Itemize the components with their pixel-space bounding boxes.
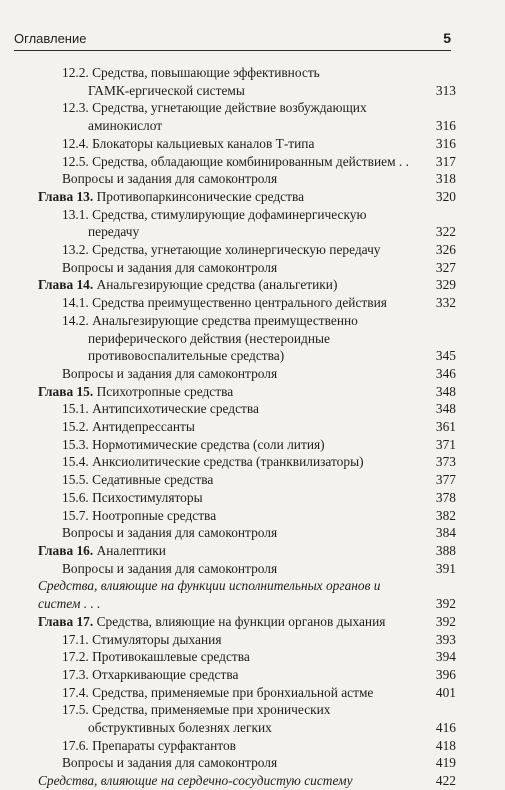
toc-page-number: 401 [435,684,456,700]
toc-entry-text [38,99,426,134]
toc-entry-text [38,418,426,436]
toc-page-number: 416 [435,720,456,736]
toc-entry-line: 17.5. Средства, применяемые при хронических [62,702,331,718]
toc-subsection-entry [38,294,456,312]
toc-entry-text [38,153,426,171]
toc-subsection-entry [38,153,456,171]
toc-entry-line: 17.2. Противокашлевые средства [62,649,250,665]
toc-entry-text [38,684,426,702]
toc-entry-line: 17.1. Стимуляторы дыхания [62,631,222,647]
toc-entry-text [38,701,426,736]
toc-section-entry [38,772,456,790]
toc-entry-line: обструктивных болезнях легких [88,720,272,736]
toc-subsection-entry [38,99,456,134]
toc-questions-entry [38,560,456,578]
toc-entry-line: 15.1. Антипсихотические средства [62,401,260,417]
toc-page-number: 361 [435,419,456,435]
chapter-title: Анальгезирующие средства (анальгетики) [93,277,338,293]
page-number: 5 [443,30,451,46]
toc-subsection-entry [38,206,456,241]
toc-subsection-entry [38,489,456,507]
toc-entry-line: 15.7. Ноотропные средства [62,507,217,523]
toc-chapter-entry [38,188,456,206]
toc-subsection-entry [38,312,456,365]
chapter-label: Глава 16. [38,542,94,558]
toc-subsection-entry [38,436,456,454]
toc-page-number: 316 [435,135,456,151]
toc-entry-line: 15.4. Анксиолитические средства (транквилизаторы) [62,454,364,470]
page-header [14,24,451,51]
toc-page-number: 392 [435,596,456,612]
chapter-title: Аналептики [93,542,166,558]
toc-page-number: 378 [435,489,456,505]
toc-subsection-entry [38,453,456,471]
toc-subsection-entry [38,64,456,99]
toc-subsection-entry [38,648,456,666]
toc-entry-line: 17.3. Отхаркивающие средства [62,666,239,682]
toc-subsection-entry [38,666,456,684]
toc-entry-line: 15.3. Нормотимические средства (соли лития) [62,436,325,452]
toc-chapter-entry [38,613,456,631]
toc-entry-line: Средства, влияющие на функции исполнительных органов и систем . . . [38,578,381,612]
toc-entry-line: 17.4. Средства, применяемые при бронхиальной астме [62,684,374,700]
toc-entry-line: Вопросы и задания для самоконтроля [62,755,278,771]
toc-questions-entry [38,259,456,277]
toc-entry-text [38,276,426,294]
toc-page-number: 329 [435,277,456,293]
toc-entry-line: 12.3. Средства, угнетающие действие возбуждающих [62,100,367,116]
toc-section-entry [38,577,456,612]
toc-entry-line: Вопросы и задания для самоконтроля [62,365,278,381]
chapter-title: Противопаркинсонические средства [93,188,305,204]
toc-entry-line: периферического действия (нестероидные [88,330,330,346]
toc-entry-line: Вопросы и задания для самоконтроля [62,259,278,275]
toc-page-number: 316 [435,118,456,134]
toc-entry-text [38,542,426,560]
toc-entry-text [38,259,426,277]
toc-questions-entry [38,170,456,188]
toc-entry-line: Вопросы и задания для самоконтроля [62,171,278,187]
toc-questions-entry [38,754,456,772]
toc-page-number: 391 [435,560,456,576]
toc-chapter-entry [38,276,456,294]
toc-page-number: 322 [435,224,456,240]
toc-page-number: 318 [435,171,456,187]
toc-entry-text [38,577,426,612]
toc-page-number: 377 [435,472,456,488]
toc-entry-line: ГАМК-ергической системы [88,82,245,98]
toc-entry-text [38,507,426,525]
toc-entry-line: Средства, влияющие на сердечно-сосудистую систему [38,773,353,789]
toc-entry-line: 14.2. Анальгезирующие средства преимущественно [62,312,358,328]
toc-entry-text [38,613,426,631]
toc-page-number: 396 [435,666,456,682]
toc-entry-line: аминокислот [88,118,163,134]
toc-entry-line: 13.2. Средства, угнетающие холинергическую передачу [62,242,381,258]
toc-page-number: 320 [435,188,456,204]
toc-entry-text [38,206,426,241]
toc-entry-text [38,188,426,206]
toc-entry-text [38,648,426,666]
toc-entry-line: 12.5. Средства, обладающие комбинированным действием . . [62,153,409,169]
toc-page-number: 422 [435,773,456,789]
toc-page-number: 373 [435,454,456,470]
toc-entry-line: 12.2. Средства, повышающие эффективность [62,65,320,80]
toc-chapter-entry [38,383,456,401]
toc-page-number: 419 [435,755,456,771]
toc-entry-text [38,64,426,99]
toc-entry-text [38,772,426,790]
toc-page-number: 384 [435,525,456,541]
toc-entry-text [38,560,426,578]
toc-entry-line: 15.5. Седативные средства [62,472,214,488]
toc-page-number: 332 [435,295,456,311]
toc-page-number: 345 [435,348,456,364]
chapter-label: Глава 14. [38,277,94,293]
toc-page-number: 327 [435,259,456,275]
toc-subsection-entry [38,241,456,259]
toc-entry-line: Вопросы и задания для самоконтроля [62,560,278,576]
toc-page-number: 393 [435,631,456,647]
chapter-label: Глава 17. [38,613,94,629]
toc-subsection-entry [38,631,456,649]
toc-entry-text [38,312,426,365]
toc-page-number: 346 [435,365,456,381]
toc-entry-line: противовоспалительные средства) [88,348,285,364]
toc-entry-text [38,170,426,188]
toc-questions-entry [38,524,456,542]
toc-subsection-entry [38,684,456,702]
chapter-label: Глава 13. [38,188,94,204]
toc-subsection-entry [38,418,456,436]
toc-page-number: 392 [435,613,456,629]
toc-subsection-entry [38,701,456,736]
toc-entry-text [38,135,426,153]
toc-page-number: 313 [435,82,456,98]
toc-chapter-entry [38,542,456,560]
toc-entry-text [38,436,426,454]
toc-subsection-entry [38,737,456,755]
toc-subsection-entry [38,400,456,418]
toc-entry-line: 14.1. Средства преимущественно центрального действия [62,295,387,311]
toc-entry-line: 13.1. Средства, стимулирующие дофаминергическую [62,206,367,222]
toc-entry-line: 15.2. Антидепрессанты [62,419,195,435]
toc-entry-text [38,666,426,684]
chapter-title: Средства, влияющие на функции органов дыхания [93,613,386,629]
toc-entry-text [38,241,426,259]
toc-subsection-entry [38,507,456,525]
toc-entry-text [38,453,426,471]
toc-entry-text [38,489,426,507]
toc-entry-text [38,524,426,542]
toc-page-number: 388 [435,542,456,558]
toc-page-number: 394 [435,649,456,665]
toc-entry-text [38,294,426,312]
toc-entry-text [38,400,426,418]
toc-subsection-entry [38,135,456,153]
toc-entry-text [38,631,426,649]
chapter-title: Психотропные средства [93,383,234,399]
toc-page-number: 348 [435,383,456,399]
toc-entry-line: передачу [88,224,140,240]
toc-entry-line: 17.6. Препараты сурфактантов [62,737,236,753]
toc-page-number: 317 [435,153,456,169]
toc-page-number: 418 [435,737,456,753]
toc-questions-entry [38,365,456,383]
toc-entry-line: 12.4. Блокаторы кальциевых каналов Т-типа [62,135,315,151]
toc-entry-text [38,737,426,755]
toc-page-number: 348 [435,401,456,417]
toc-entry-text [38,383,426,401]
toc-entry-text [38,471,426,489]
toc-entry-text [38,365,426,383]
toc-page-number: 371 [435,436,456,452]
toc-entry-line: Вопросы и задания для самоконтроля [62,525,278,541]
running-title: Оглавление [14,31,87,46]
table-of-contents [38,64,456,790]
toc-page-number: 382 [435,507,456,523]
toc-entry-text [38,754,426,772]
chapter-label: Глава 15. [38,383,94,399]
toc-subsection-entry [38,471,456,489]
toc-page-number: 326 [435,242,456,258]
toc-entry-line: 15.6. Психостимуляторы [62,489,203,505]
